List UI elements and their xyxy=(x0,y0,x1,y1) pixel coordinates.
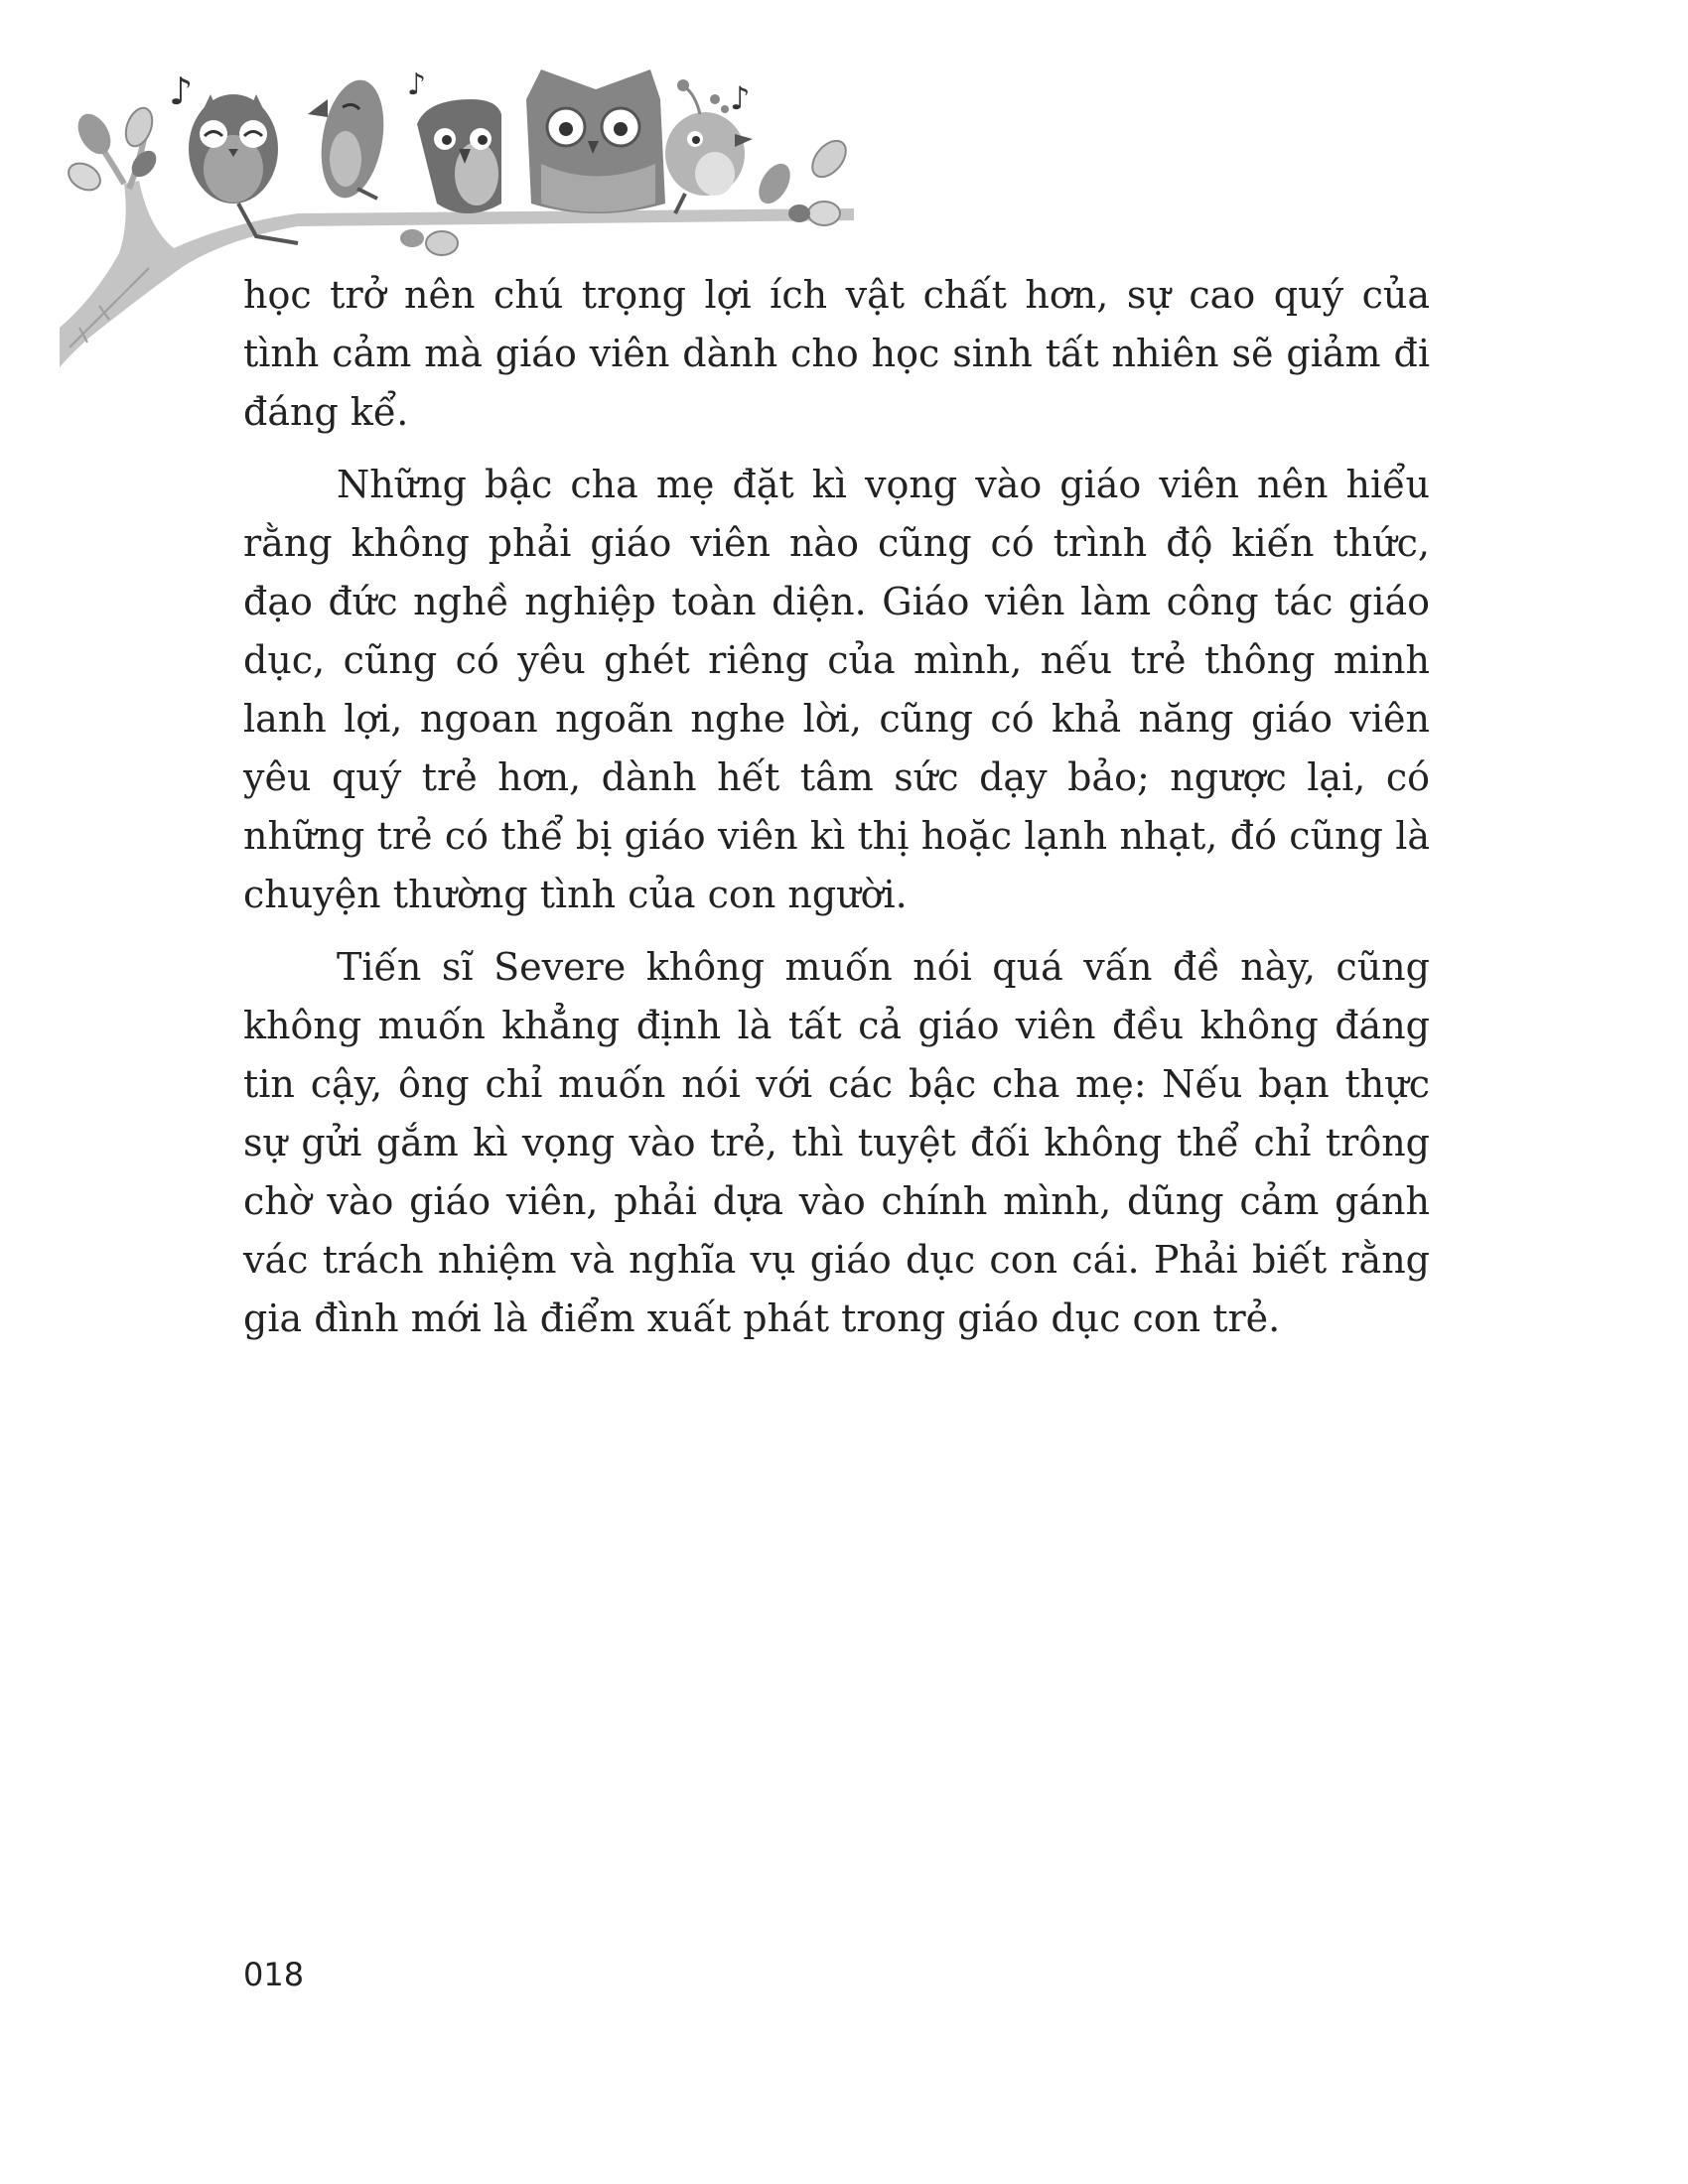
paragraph-1: học trở nên chú trọng lợi ích vật chất hơn, sự cao quý của tình cảm mà giáo viên dành cho học sinh tất nhiên sẽ giảm đi đáng kể. xyxy=(243,273,1430,434)
page-number: 018 xyxy=(243,1956,305,1993)
music-note-icon: ♪ xyxy=(169,69,194,113)
paragraph-2: Những bậc cha mẹ đặt kì vọng vào giáo viên nên hiểu rằng không phải giáo viên nào cũng có trình độ kiến thức, đạo đức nghề nghiệp toàn diện. Giáo viên làm công tác giáo dục, cũng có yêu ghét riêng của mình, nếu trẻ thông minh lanh lợi, ngoan ngoãn nghe lời, cũng có khả năng giáo viên yêu quý trẻ hơn, dành hết tâm sức dạy bảo; ngược lại, có những trẻ có thể bị giáo viên kì thị hoặc lạnh nhạt, đó cũng là chuyện thường tình của con người. xyxy=(243,463,1430,916)
music-note-icon: ♪ xyxy=(730,79,751,117)
music-note-icon: ♪ xyxy=(407,68,427,102)
paragraph-3: Tiến sĩ Severe không muốn nói quá vấn đề này, cũng không muốn khẳng định là tất cả giáo viên đều không đáng tin cậy, ông chỉ muốn nói với các bậc cha mẹ: Nếu bạn thực sự gửi gắm kì vọng vào trẻ, thì tuyệt đối không thể chỉ trông chờ vào giáo viên, phải dựa vào chính mình, dũng cảm gánh vác trách nhiệm và nghĩa vụ giáo dục con cái. Phải biết rằng gia đình mới là điểm xuất phát trong giáo dục con trẻ. xyxy=(243,945,1430,1340)
body-text xyxy=(243,266,1430,1362)
